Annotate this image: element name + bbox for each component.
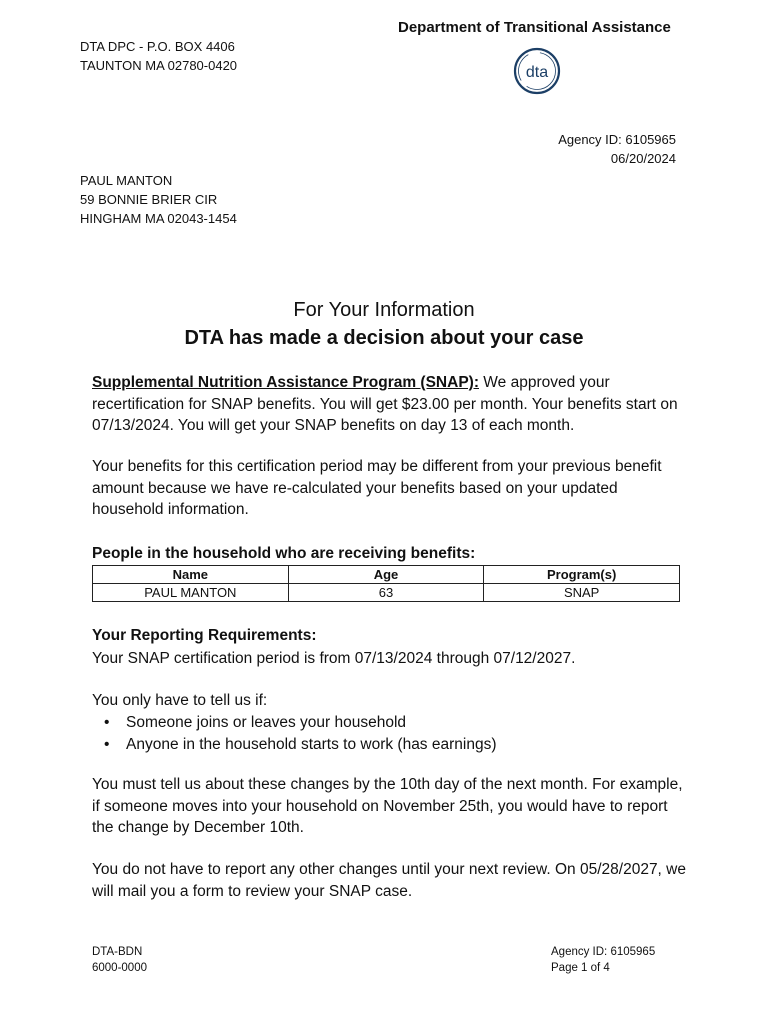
snap-program-label: Supplemental Nutrition Assistance Program (SNAP): [92,374,479,391]
member-name-cell: PAUL MANTON [93,584,289,602]
list-item: • Anyone in the household starts to work (has earnings) [104,734,497,756]
recipient-street: 59 BONNIE BRIER CIR [80,192,218,207]
logo-text: dta [525,64,549,81]
footer-agency-id: Agency ID: 6105965 [551,946,656,958]
column-header-age: Age [288,566,484,584]
page-number: Page 1 of 4 [551,962,610,974]
notice-date: 06/20/2024 [610,151,676,166]
agency-id: Agency ID: 6105965 [558,132,676,147]
next-review-paragraph: You do not have to report any other changes until your next review. On 05/28/2027, we will mail you a form to review your SNAP case. [92,861,686,900]
recipient-address [80,171,237,228]
form-number: 6000-0000 [92,962,147,974]
snap-approval-paragraph [92,372,692,437]
notice-title: DTA has made a decision about your case [184,327,584,349]
benefit-difference-paragraph: Your benefits for this certification period may be different from your previous benefit amount because we have re-calculated your benefits based on your updated household information. [92,458,662,518]
reportable-changes-list [104,712,497,756]
snap-approval-text: We approved your recertification for SNAP benefits. You will get $23.00 per month. Your benefits start on 07/13/2024. You will get your SNAP benefits on day 13 of each month. [92,374,678,434]
household-table [92,565,680,602]
agency-block [558,130,676,168]
return-address-line-1: DTA DPC - P.O. BOX 4406 [80,39,235,54]
table-header-row [93,566,680,584]
column-header-programs: Program(s) [484,566,680,584]
return-address-line-2: TAUNTON MA 02780-0420 [80,58,238,73]
member-age-cell: 63 [288,584,484,602]
notice-heading: For Your Information [293,299,475,321]
only-tell-us-text: You only have to tell us if: [92,692,268,709]
footer-page-info [551,944,655,976]
member-programs-cell: SNAP [484,584,680,602]
department-name: Department of Transitional Assistance [398,19,671,36]
reporting-deadline-paragraph: You must tell us about these changes by the 10th day of the next month. For example, if someone moves into your household on November 25th, you would have to report the change by December 10th. [92,776,683,836]
list-item: • Someone joins or leaves your household [104,712,497,734]
dta-logo [511,47,563,95]
form-code: DTA-BDN [92,946,143,958]
table-row [93,584,680,602]
column-header-name: Name [93,566,289,584]
recipient-city: HINGHAM MA 02043-1454 [80,211,237,226]
certification-period-text: Your SNAP certification period is from 07/13/2024 through 07/12/2027. [92,650,576,667]
recipient-name: PAUL MANTON [80,173,173,188]
reporting-requirements-title: Your Reporting Requirements: [92,627,317,644]
footer-form-info [92,944,147,976]
return-address [80,37,237,75]
household-table-title: People in the household who are receiving benefits: [92,545,476,562]
